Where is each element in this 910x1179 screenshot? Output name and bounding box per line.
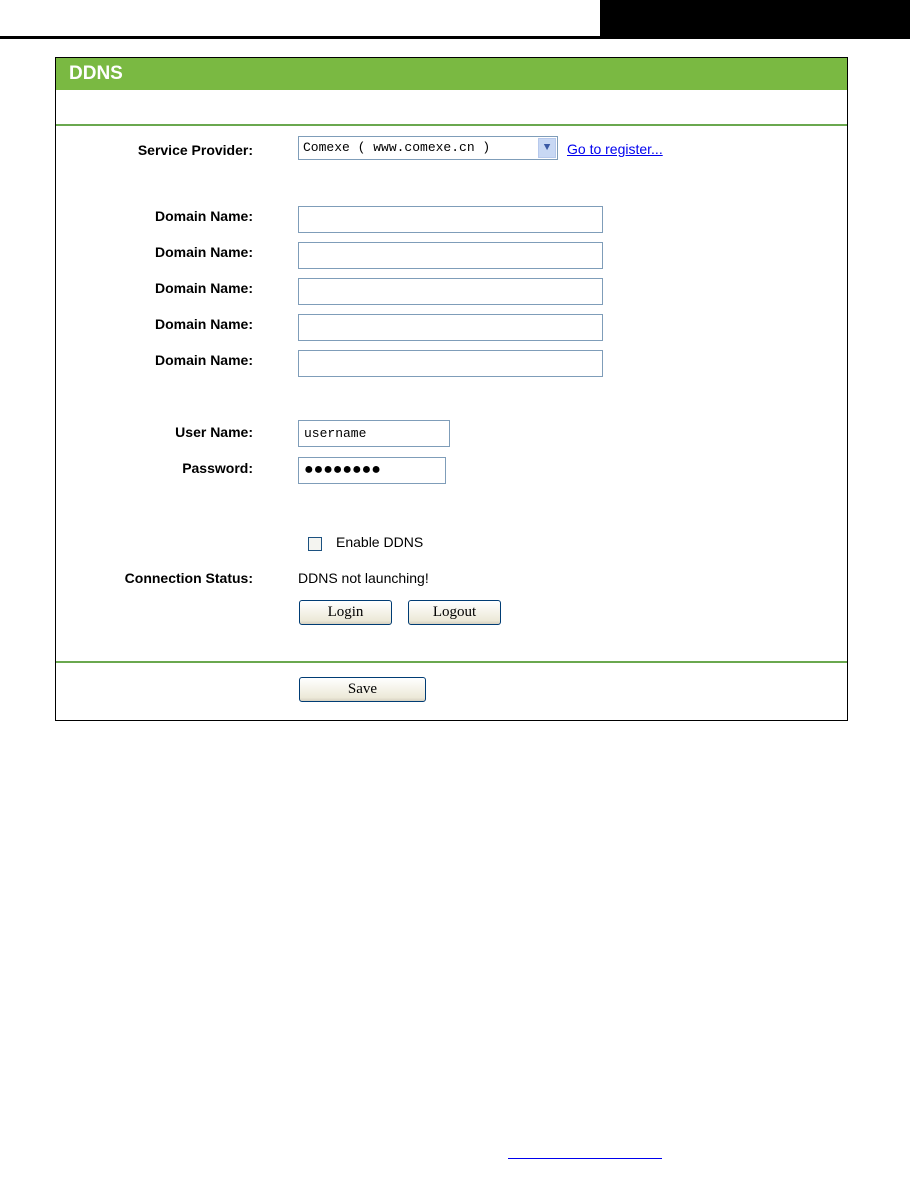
password-label: Password: (182, 460, 253, 476)
domain-name-field-4[interactable] (298, 314, 603, 341)
separator-top (56, 124, 847, 126)
user-name-label: User Name: (175, 424, 253, 440)
page-title: DDNS (56, 58, 847, 90)
service-provider-select[interactable] (298, 136, 558, 160)
password-field[interactable] (298, 457, 446, 484)
domain-name-label: Domain Name: (154, 316, 253, 332)
go-to-register-link[interactable]: Go to register... (567, 141, 663, 157)
user-name-field[interactable]: username (298, 420, 450, 447)
service-provider-label: Service Provider: (137, 142, 253, 158)
domain-name-field-2[interactable] (298, 242, 603, 269)
password-mask: ●●●●●●●● (304, 461, 381, 479)
connection-status-label: Connection Status: (124, 570, 253, 586)
domain-name-label: Domain Name: (154, 352, 253, 368)
ddns-panel (55, 57, 848, 721)
domain-name-field-3[interactable] (298, 278, 603, 305)
domain-name-field-5[interactable] (298, 350, 603, 377)
connection-status-value: DDNS not launching! (298, 570, 429, 586)
domain-name-label: Domain Name: (154, 208, 253, 224)
save-button[interactable]: Save (299, 677, 426, 702)
enable-ddns-checkbox[interactable] (308, 537, 322, 551)
logout-button[interactable]: Logout (408, 600, 501, 625)
top-corner-block (600, 0, 910, 39)
enable-ddns-label: Enable DDNS (336, 534, 424, 550)
footer-link-underline[interactable] (508, 1158, 662, 1159)
domain-name-label: Domain Name: (154, 244, 253, 260)
login-button[interactable]: Login (299, 600, 392, 625)
domain-name-label: Domain Name: (154, 280, 253, 296)
domain-name-field-1[interactable] (298, 206, 603, 233)
separator-bottom (56, 661, 847, 663)
service-provider-value: Comexe ( www.comexe.cn ) (303, 140, 491, 155)
chevron-down-icon[interactable]: ▼ (538, 138, 556, 158)
